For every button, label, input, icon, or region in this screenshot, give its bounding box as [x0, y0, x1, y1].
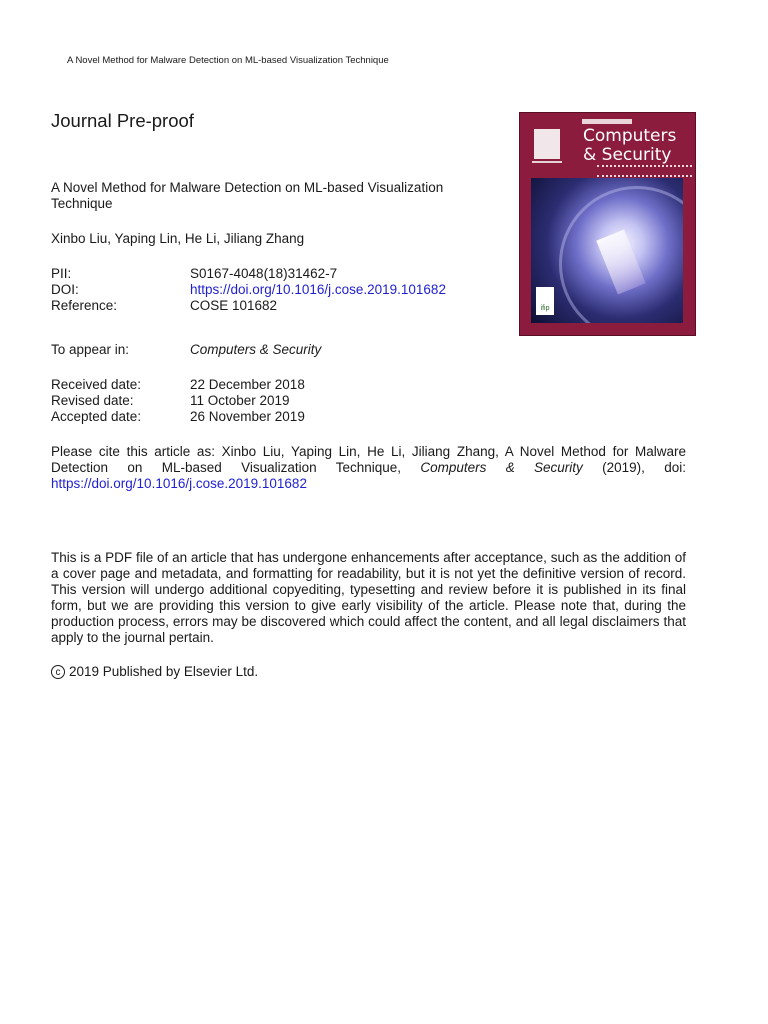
reference-value: COSE 101682 — [190, 298, 278, 313]
elsevier-logo-icon — [534, 129, 560, 159]
copyright-line — [51, 664, 258, 679]
cover-subtitle — [597, 165, 692, 177]
received-date-label: Received date: — [51, 377, 142, 392]
reference-label: Reference: — [51, 298, 118, 313]
article-title: A Novel Method for Malware Detection on ML-based Visualization Technique — [51, 180, 444, 211]
doi-link[interactable]: https://doi.org/10.1016/j.cose.2019.101682 — [190, 282, 446, 297]
appear-in-value: Computers & Security — [190, 342, 322, 357]
accepted-date-value: 26 November 2019 — [190, 409, 305, 424]
copyright-icon: c — [51, 665, 65, 679]
ifip-logo: ifip — [536, 287, 554, 315]
journal-cover-image — [519, 112, 696, 336]
cover-title-line2: & Security — [583, 145, 672, 165]
accepted-date-label: Accepted date: — [51, 409, 142, 424]
appear-in-label: To appear in: — [51, 342, 130, 357]
cover-title — [583, 127, 695, 165]
cover-top-strip — [582, 119, 632, 124]
citation-paragraph — [51, 444, 686, 492]
disclaimer-paragraph: This is a PDF file of an article that has undergone enhancements after acceptance, such as the addition of a cover page and metadata, and formatting for readability, but it is not yet the definitive version of record. This version will undergo additional copyediting, typesetting and review before it is published in its final form, but we are providing this version to give early visibility of the article. Please note that, during the production process, errors may be discovered which could affect the content, and all legal disclaimers that apply to the journal pertain. — [51, 550, 686, 645]
citation-journal: Computers & Security — [420, 460, 583, 475]
doi-label: DOI: — [51, 282, 79, 297]
elsevier-wordmark — [532, 161, 562, 163]
pii-value: S0167-4048(18)31462-7 — [190, 266, 338, 281]
journal-pre-proof-label: Journal Pre-proof — [51, 110, 194, 131]
received-date-value: 22 December 2018 — [190, 377, 305, 392]
revised-date-value: 11 October 2019 — [190, 393, 290, 408]
author-list: Xinbo Liu, Yaping Lin, He Li, Jiliang Zhang — [51, 231, 305, 246]
copyright-text: 2019 Published by Elsevier Ltd. — [69, 664, 259, 679]
citation-doi-link[interactable]: https://doi.org/10.1016/j.cose.2019.101682 — [51, 476, 307, 491]
running-header: A Novel Method for Malware Detection on ML-based Visualization Technique — [67, 55, 389, 66]
cover-title-line1: Computers — [583, 126, 677, 146]
citation-suffix: (2019), doi: — [582, 460, 687, 475]
revised-date-label: Revised date: — [51, 393, 134, 408]
citation-text: Please cite this article as: Xinbo Liu, Yaping Lin, He Li, Jiliang Zhang, A Novel Method for Malware Detection on ML-based Visualization Technique, — [51, 444, 686, 475]
pii-label: PII: — [51, 266, 72, 281]
